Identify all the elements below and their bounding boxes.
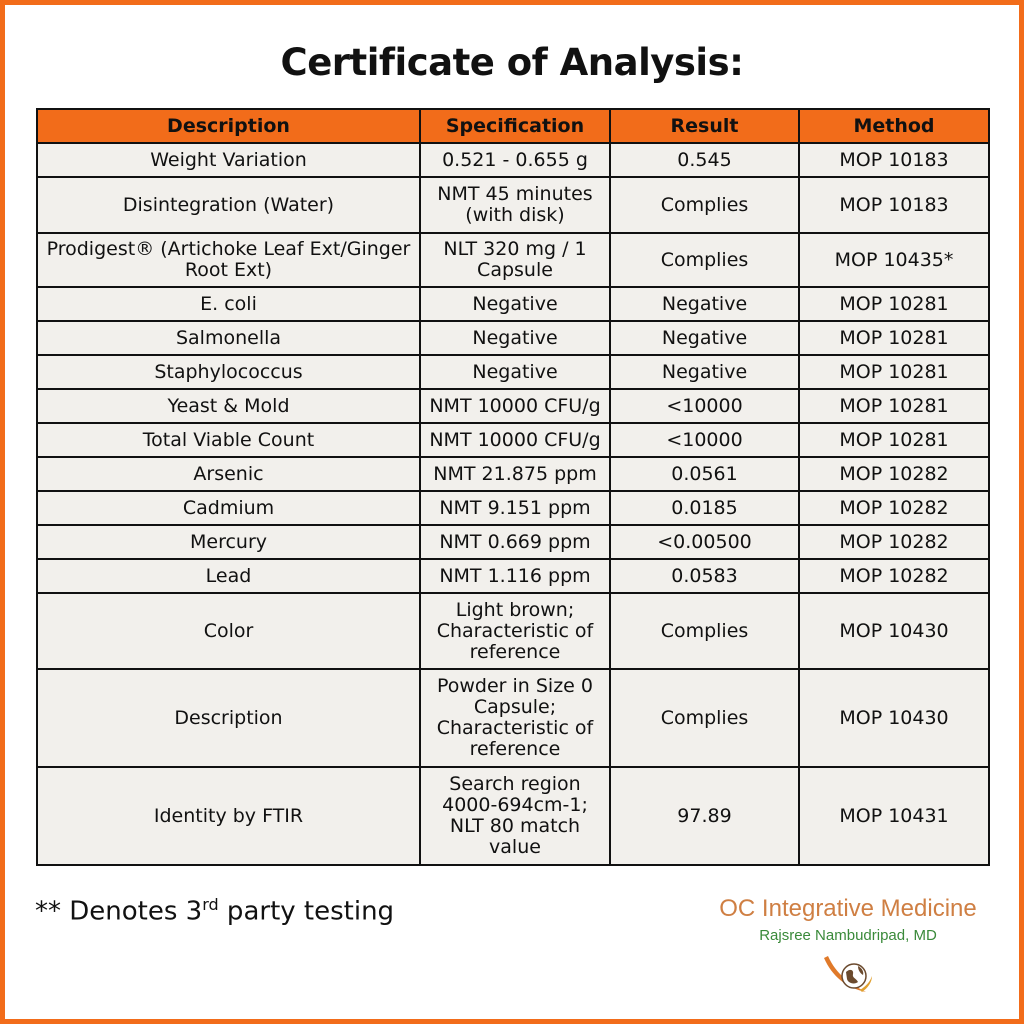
cell-specification: NMT 9.151 ppm [420,491,610,525]
cell-method: MOP 10281 [799,355,989,389]
cell-method: MOP 10183 [799,177,989,233]
cell-specification: Negative [420,355,610,389]
globe-swoosh-icon [820,952,876,996]
cell-description: Staphylococcus [37,355,420,389]
cell-method: MOP 10430 [799,669,989,767]
cell-result: Negative [610,287,799,321]
cell-specification: NMT 1.116 ppm [420,559,610,593]
cell-method: MOP 10282 [799,559,989,593]
cell-description: Yeast & Mold [37,389,420,423]
cell-result: 0.0561 [610,457,799,491]
page-title: Certificate of Analysis: [280,41,744,84]
table-row [37,233,989,287]
brand-name: OC Integrative Medicine [719,895,977,922]
cell-method: MOP 10282 [799,525,989,559]
header-specification: Specification [420,109,610,143]
cell-result: Complies [610,177,799,233]
cell-description: E. coli [37,287,420,321]
cell-result: <10000 [610,389,799,423]
table-header-row [37,109,989,143]
table-row [37,287,989,321]
brand-block [705,895,991,996]
cell-method: MOP 10435* [799,233,989,287]
cell-specification: NMT 10000 CFU/g [420,389,610,423]
header-method: Method [799,109,989,143]
footnote-superscript: rd [202,895,219,914]
cell-specification: NMT 45 minutes (with disk) [420,177,610,233]
cell-method: MOP 10430 [799,593,989,669]
cell-method: MOP 10282 [799,491,989,525]
header-description: Description [37,109,420,143]
third-party-footnote [35,895,394,927]
cell-method: MOP 10431 [799,767,989,865]
cell-description: Description [37,669,420,767]
cell-specification: Search region 4000-694cm-1; NLT 80 match value [420,767,610,865]
cell-result: Complies [610,233,799,287]
cell-result: <10000 [610,423,799,457]
cell-description: Weight Variation [37,143,420,177]
cell-description: Cadmium [37,491,420,525]
table-row [37,423,989,457]
cell-specification: Negative [420,321,610,355]
table-row [37,355,989,389]
table-row [37,177,989,233]
cell-result: 97.89 [610,767,799,865]
cell-specification: Powder in Size 0 Capsule; Characteristic of reference [420,669,610,767]
cell-result: 0.545 [610,143,799,177]
table-row [37,767,989,865]
cell-description: Disintegration (Water) [37,177,420,233]
cell-specification: Light brown; Characteristic of reference [420,593,610,669]
table-row [37,491,989,525]
table-row [37,321,989,355]
table-row [37,143,989,177]
header-result: Result [610,109,799,143]
cell-result: Complies [610,669,799,767]
cell-method: MOP 10281 [799,389,989,423]
cell-specification: NMT 0.669 ppm [420,525,610,559]
cell-specification: 0.521 - 0.655 g [420,143,610,177]
cell-description: Prodigest® (Artichoke Leaf Ext/Ginger Root Ext) [37,233,420,287]
cell-method: MOP 10183 [799,143,989,177]
cell-result: Complies [610,593,799,669]
cell-description: Color [37,593,420,669]
cell-specification: Negative [420,287,610,321]
footnote-prefix: ** Denotes 3 [35,896,203,927]
cell-method: MOP 10282 [799,457,989,491]
cell-specification: NLT 320 mg / 1 Capsule [420,233,610,287]
cell-result: 0.0185 [610,491,799,525]
table-row [37,559,989,593]
cell-specification: NMT 21.875 ppm [420,457,610,491]
cell-description: Lead [37,559,420,593]
table-row [37,457,989,491]
cell-description: Mercury [37,525,420,559]
cell-method: MOP 10281 [799,321,989,355]
cell-result: 0.0583 [610,559,799,593]
brand-subtitle: Rajsree Nambudripad, MD [759,927,937,944]
analysis-table [36,108,990,866]
cell-description: Arsenic [37,457,420,491]
table-row [37,669,989,767]
cell-result: Negative [610,321,799,355]
cell-description: Salmonella [37,321,420,355]
cell-result: Negative [610,355,799,389]
cell-result: <0.00500 [610,525,799,559]
table-row [37,525,989,559]
cell-description: Identity by FTIR [37,767,420,865]
table-row [37,593,989,669]
cell-method: MOP 10281 [799,423,989,457]
table-row [37,389,989,423]
cell-description: Total Viable Count [37,423,420,457]
cell-specification: NMT 10000 CFU/g [420,423,610,457]
cell-method: MOP 10281 [799,287,989,321]
footnote-suffix: party testing [218,896,395,927]
